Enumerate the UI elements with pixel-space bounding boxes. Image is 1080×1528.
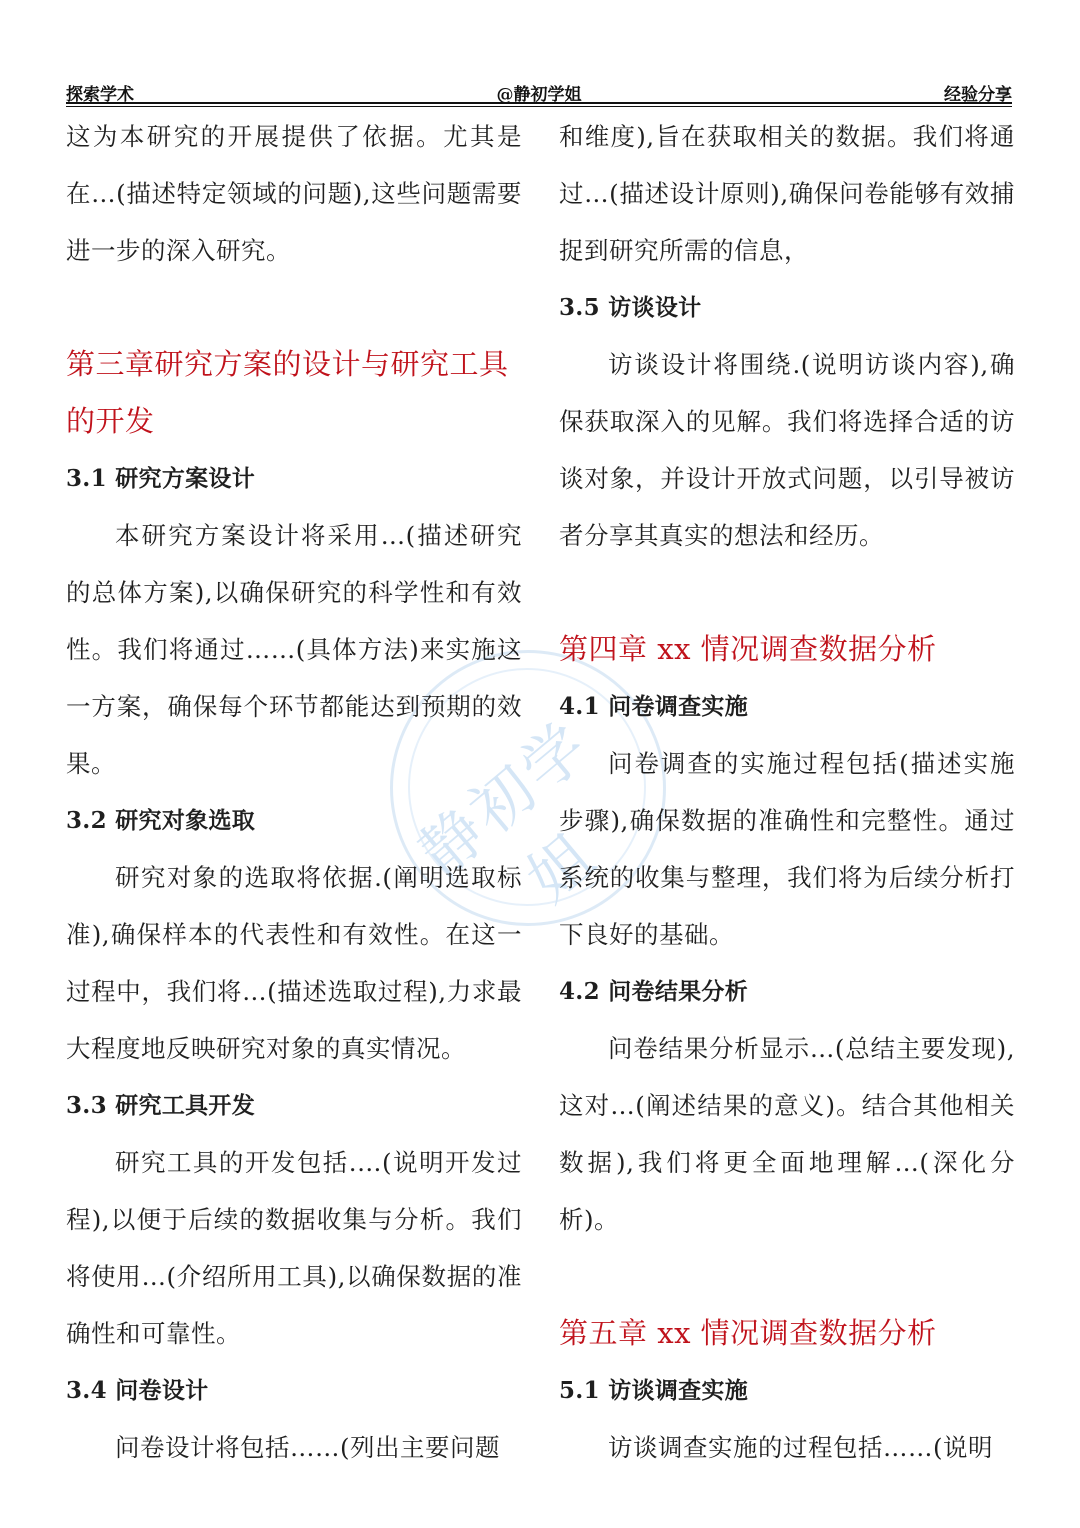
chapter-3-title: 第三章研究方案的设计与研究工具的开发 [66, 347, 509, 438]
section-3-1-title: 3.1 研究方案设计 [66, 465, 256, 492]
spacer [66, 279, 522, 336]
section-3-2-paragraph: 研究对象的选取将依据.(阐明选取标准),确保样本的代表性和有效性。在这一过程中，我们将…(描述选取过程),力求最大程度地反映研究对象的真实情况。 [66, 863, 522, 1063]
section-3-5-paragraph: 访谈设计将围绕.(说明访谈内容),确保获取深入的见解。我们将选择合适的访谈对象，并设计开放式问题，以引导被访者分享其真实的想法和经历。 [559, 350, 1015, 550]
continued-paragraph: 和维度),旨在获取相关的数据。我们将通过…(描述设计原则),确保问卷能够有效捕捉到研究所需的信息， [559, 122, 1015, 265]
section-4-1-paragraph: 问卷调查的实施过程包括(描述实施步骤),确保数据的准确性和完整性。通过系统的收集与整理，我们将为后续分析打下良好的基础。 [559, 749, 1015, 949]
section-3-3-paragraph: 研究工具的开发包括.…(说明开发过程),以便于后续的数据收集与分析。我们将使用…(介绍所用工具),以确保数据的准确性和可靠性。 [66, 1148, 522, 1348]
watermark-text: 静初学姐 [405, 707, 611, 917]
chapter-4-title: 第四章 xx 情况调查数据分析 [559, 632, 937, 666]
header-left-label: 探索学术 [66, 85, 134, 105]
intro-paragraph: 这为本研究的开展提供了依据。尤其是在…(描述特定领域的问题),这些问题需要进一步的深入研究。 [66, 122, 522, 265]
section-5-1-title: 5.1 访谈调查实施 [559, 1377, 749, 1404]
spacer [559, 564, 1015, 621]
right-column [559, 108, 1015, 1476]
header-right-label: 经验分享 [944, 85, 1012, 105]
section-3-5-title: 3.5 访谈设计 [559, 294, 702, 321]
left-column [66, 108, 522, 1476]
spacer [559, 1248, 1015, 1305]
chapter-5-title: 第五章 xx 情况调查数据分析 [559, 1316, 937, 1350]
section-3-3-title: 3.3 研究工具开发 [66, 1092, 256, 1119]
section-3-1-paragraph: 本研究方案设计将采用…(描述研究的总体方案),以确保研究的科学性和有效性。我们将通过……(具体方法)来实施这一方案，确保每个环节都能达到预期的效果。 [66, 521, 522, 778]
section-3-2-title: 3.2 研究对象选取 [66, 807, 256, 834]
section-4-1-title: 4.1 问卷调查实施 [559, 693, 749, 720]
section-5-1-paragraph: 访谈调查实施的过程包括……(说明 [608, 1433, 994, 1462]
section-3-4-paragraph: 问卷设计将包括……(列出主要问题 [115, 1433, 501, 1462]
section-4-2-paragraph: 问卷结果分析显示…(总结主要发现),这对…(阐述结果的意义)。结合其他相关数据),我们将更全面地理解…(深化分析)。 [559, 1034, 1015, 1234]
header-rule-thin [66, 106, 1012, 107]
header-rule-thick [66, 102, 1012, 104]
section-4-2-title: 4.2 问卷结果分析 [559, 978, 749, 1005]
section-3-4-title: 3.4 问卷设计 [66, 1377, 209, 1404]
header-author-label: @静初学姐 [496, 85, 582, 105]
